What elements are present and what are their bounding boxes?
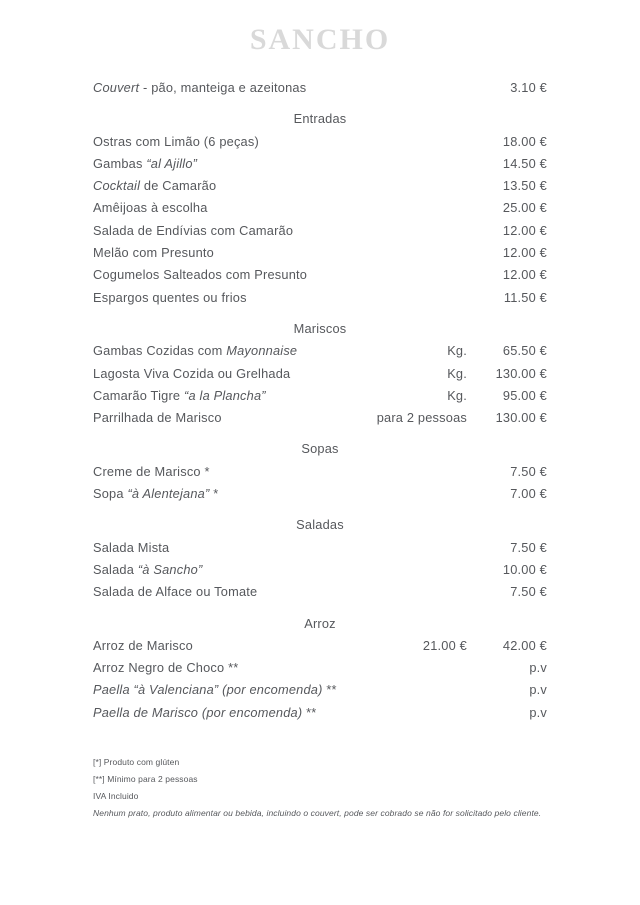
item-unit: [355, 153, 467, 175]
item-name-segment: Arroz de Marisco: [93, 637, 193, 653]
item-name-italic-segment: Cocktail: [93, 178, 141, 194]
item-price: 12.00 €: [502, 267, 547, 283]
item-unit: para 2 pessoas: [376, 410, 467, 426]
menu-item-row: [93, 242, 547, 264]
item-name-segment: Melão com Presunto: [93, 245, 214, 261]
menu-item-row: [93, 131, 547, 153]
item-price: 18.00 €: [502, 133, 547, 149]
menu-item-row: [93, 559, 547, 581]
item-name-segment: *: [209, 486, 219, 502]
item-name: [93, 657, 355, 679]
item-price: 13.50 €: [502, 178, 547, 194]
footnote-line: [*] Produto com glúten: [93, 757, 180, 768]
item-price: 7.50 €: [510, 463, 547, 479]
item-name-segment: Gambas Cozidas com: [93, 343, 227, 359]
item-name-segment: **: [322, 682, 337, 698]
item-name: [93, 385, 355, 407]
item-name: [93, 131, 355, 153]
menu-item-row: [93, 483, 547, 505]
menu-content: [0, 77, 640, 822]
item-name-italic-segment: Paella de Marisco (por encomenda): [93, 704, 303, 720]
menu-item-row: [93, 385, 547, 407]
item-price: 42.00 €: [502, 637, 547, 653]
item-name-segment: Salada de Alface ou Tomate: [93, 584, 258, 600]
item-price: 14.50 €: [502, 155, 547, 171]
item-name-italic-segment: Paella “à Valenciana” (por encomenda): [93, 682, 323, 698]
footnote-line: IVA Incluido: [93, 791, 139, 802]
item-name-segment: Camarão Tigre: [93, 387, 184, 403]
item-price: 130.00 €: [495, 365, 547, 381]
item-name-italic-segment: “al Ajillo”: [146, 155, 198, 171]
item-unit: [355, 702, 467, 724]
item-unit: [355, 483, 467, 505]
menu-item-row: [93, 679, 547, 701]
menu-item-row: [93, 461, 547, 483]
section-heading-saladas: Saladas: [296, 517, 344, 533]
item-price: 7.50 €: [510, 584, 547, 600]
footnotes: [93, 754, 547, 822]
item-name: [93, 407, 355, 429]
item-name-segment: Gambas: [93, 155, 147, 171]
item-name-segment: Sopa: [93, 486, 128, 502]
item-name: [93, 581, 355, 603]
item-name-segment: Salada: [93, 561, 138, 577]
item-unit: [355, 131, 467, 153]
section-heading-arroz: Arroz: [304, 615, 336, 631]
item-name: [93, 287, 355, 309]
item-name-segment: Ostras com Limão (6 peças): [93, 133, 259, 149]
item-unit: Kg.: [447, 365, 467, 381]
item-unit: [355, 287, 467, 309]
restaurant-title: SANCHO: [249, 23, 391, 56]
item-name-segment: Amêijoas à escolha: [93, 200, 208, 216]
item-price: p.v: [529, 660, 547, 676]
item-unit: [355, 679, 467, 701]
item-price: 12.00 €: [502, 222, 547, 238]
item-price: 10.00 €: [502, 561, 547, 577]
item-unit: [355, 220, 467, 242]
menu-item-row: [93, 77, 547, 99]
item-name: [93, 153, 355, 175]
item-name: [93, 635, 355, 657]
item-name: [93, 220, 355, 242]
item-name: [93, 77, 355, 99]
footnote-line: Nenhum prato, produto alimentar ou bebida, incluindo o couvert, pode ser cobrado se não for solicitado pelo cliente.: [93, 808, 542, 819]
item-name: [93, 559, 355, 581]
item-unit: [355, 537, 467, 559]
menu-item-row: [93, 220, 547, 242]
item-price: 7.50 €: [510, 539, 547, 555]
menu-item-row: [93, 175, 547, 197]
item-unit: [355, 559, 467, 581]
item-name-segment: Salada Mista: [93, 539, 170, 555]
item-price: 3.10 €: [510, 80, 547, 95]
item-name-italic-segment: “à Alentejana”: [127, 486, 210, 502]
item-unit: Kg.: [447, 387, 467, 403]
item-price: 11.50 €: [503, 289, 547, 305]
menu-item-row: [93, 635, 547, 657]
item-name: [93, 340, 355, 362]
couvert-row: [93, 77, 547, 99]
menu-item-row: [93, 407, 547, 429]
item-name: [93, 461, 355, 483]
item-unit: Kg.: [447, 343, 467, 359]
menu-item-row: [93, 657, 547, 679]
item-price: 130.00 €: [495, 410, 547, 426]
item-unit: [355, 242, 467, 264]
item-name-segment: Lagosta Viva Cozida ou Grelhada: [93, 365, 291, 381]
item-unit: [355, 461, 467, 483]
item-unit: [355, 264, 467, 286]
footnote-line: [**] Mínimo para 2 pessoas: [93, 774, 198, 785]
item-name-italic-segment: “a la Plancha”: [184, 387, 266, 403]
item-name-segment: Salada de Endívias com Camarão: [93, 222, 294, 238]
item-unit: [355, 581, 467, 603]
menu-item-row: [93, 264, 547, 286]
item-name: [93, 679, 355, 701]
item-name: [93, 702, 355, 724]
menu-item-row: [93, 702, 547, 724]
item-name: [93, 197, 355, 219]
item-price: 25.00 €: [502, 200, 547, 216]
item-name-segment: Arroz Negro de Choco **: [93, 660, 239, 676]
section-heading-mariscos: Mariscos: [293, 320, 347, 336]
menu-item-row: [93, 340, 547, 362]
item-name-segment: Creme de Marisco *: [93, 463, 210, 479]
item-unit: [355, 657, 467, 679]
menu-item-row: [93, 287, 547, 309]
item-name: [93, 537, 355, 559]
item-price: 65.50 €: [502, 343, 547, 359]
item-name-italic-segment: Couvert: [93, 80, 140, 95]
item-unit: [355, 77, 467, 99]
item-price: p.v: [529, 704, 547, 720]
item-price: 7.00 €: [510, 486, 547, 502]
item-name-segment: Espargos quentes ou frios: [93, 289, 247, 305]
item-name-segment: Parrilhada de Marisco: [93, 410, 222, 426]
item-unit: [355, 197, 467, 219]
item-name: [93, 483, 355, 505]
menu-item-row: [93, 197, 547, 219]
item-name-segment: - pão, manteiga e azeitonas: [139, 80, 307, 95]
menu-sections: [93, 108, 547, 724]
item-price: 95.00 €: [502, 387, 547, 403]
menu-item-row: [93, 537, 547, 559]
item-unit: 21.00 €: [422, 637, 467, 653]
item-name: [93, 175, 355, 197]
item-unit: [355, 175, 467, 197]
item-name-segment: **: [302, 704, 317, 720]
section-heading-sopas: Sopas: [301, 441, 339, 457]
item-name-italic-segment: “à Sancho”: [137, 561, 203, 577]
menu-item-row: [93, 363, 547, 385]
item-name: [93, 264, 355, 286]
item-name: [93, 242, 355, 264]
item-name-segment: Cogumelos Salteados com Presunto: [93, 267, 308, 283]
item-price: 12.00 €: [502, 245, 547, 261]
item-name: [93, 363, 355, 385]
section-heading-entradas: Entradas: [293, 111, 347, 127]
menu-item-row: [93, 153, 547, 175]
item-name-segment: de Camarão: [140, 178, 217, 194]
menu-item-row: [93, 581, 547, 603]
item-name-italic-segment: Mayonnaise: [226, 343, 298, 359]
item-price: p.v: [529, 682, 547, 698]
